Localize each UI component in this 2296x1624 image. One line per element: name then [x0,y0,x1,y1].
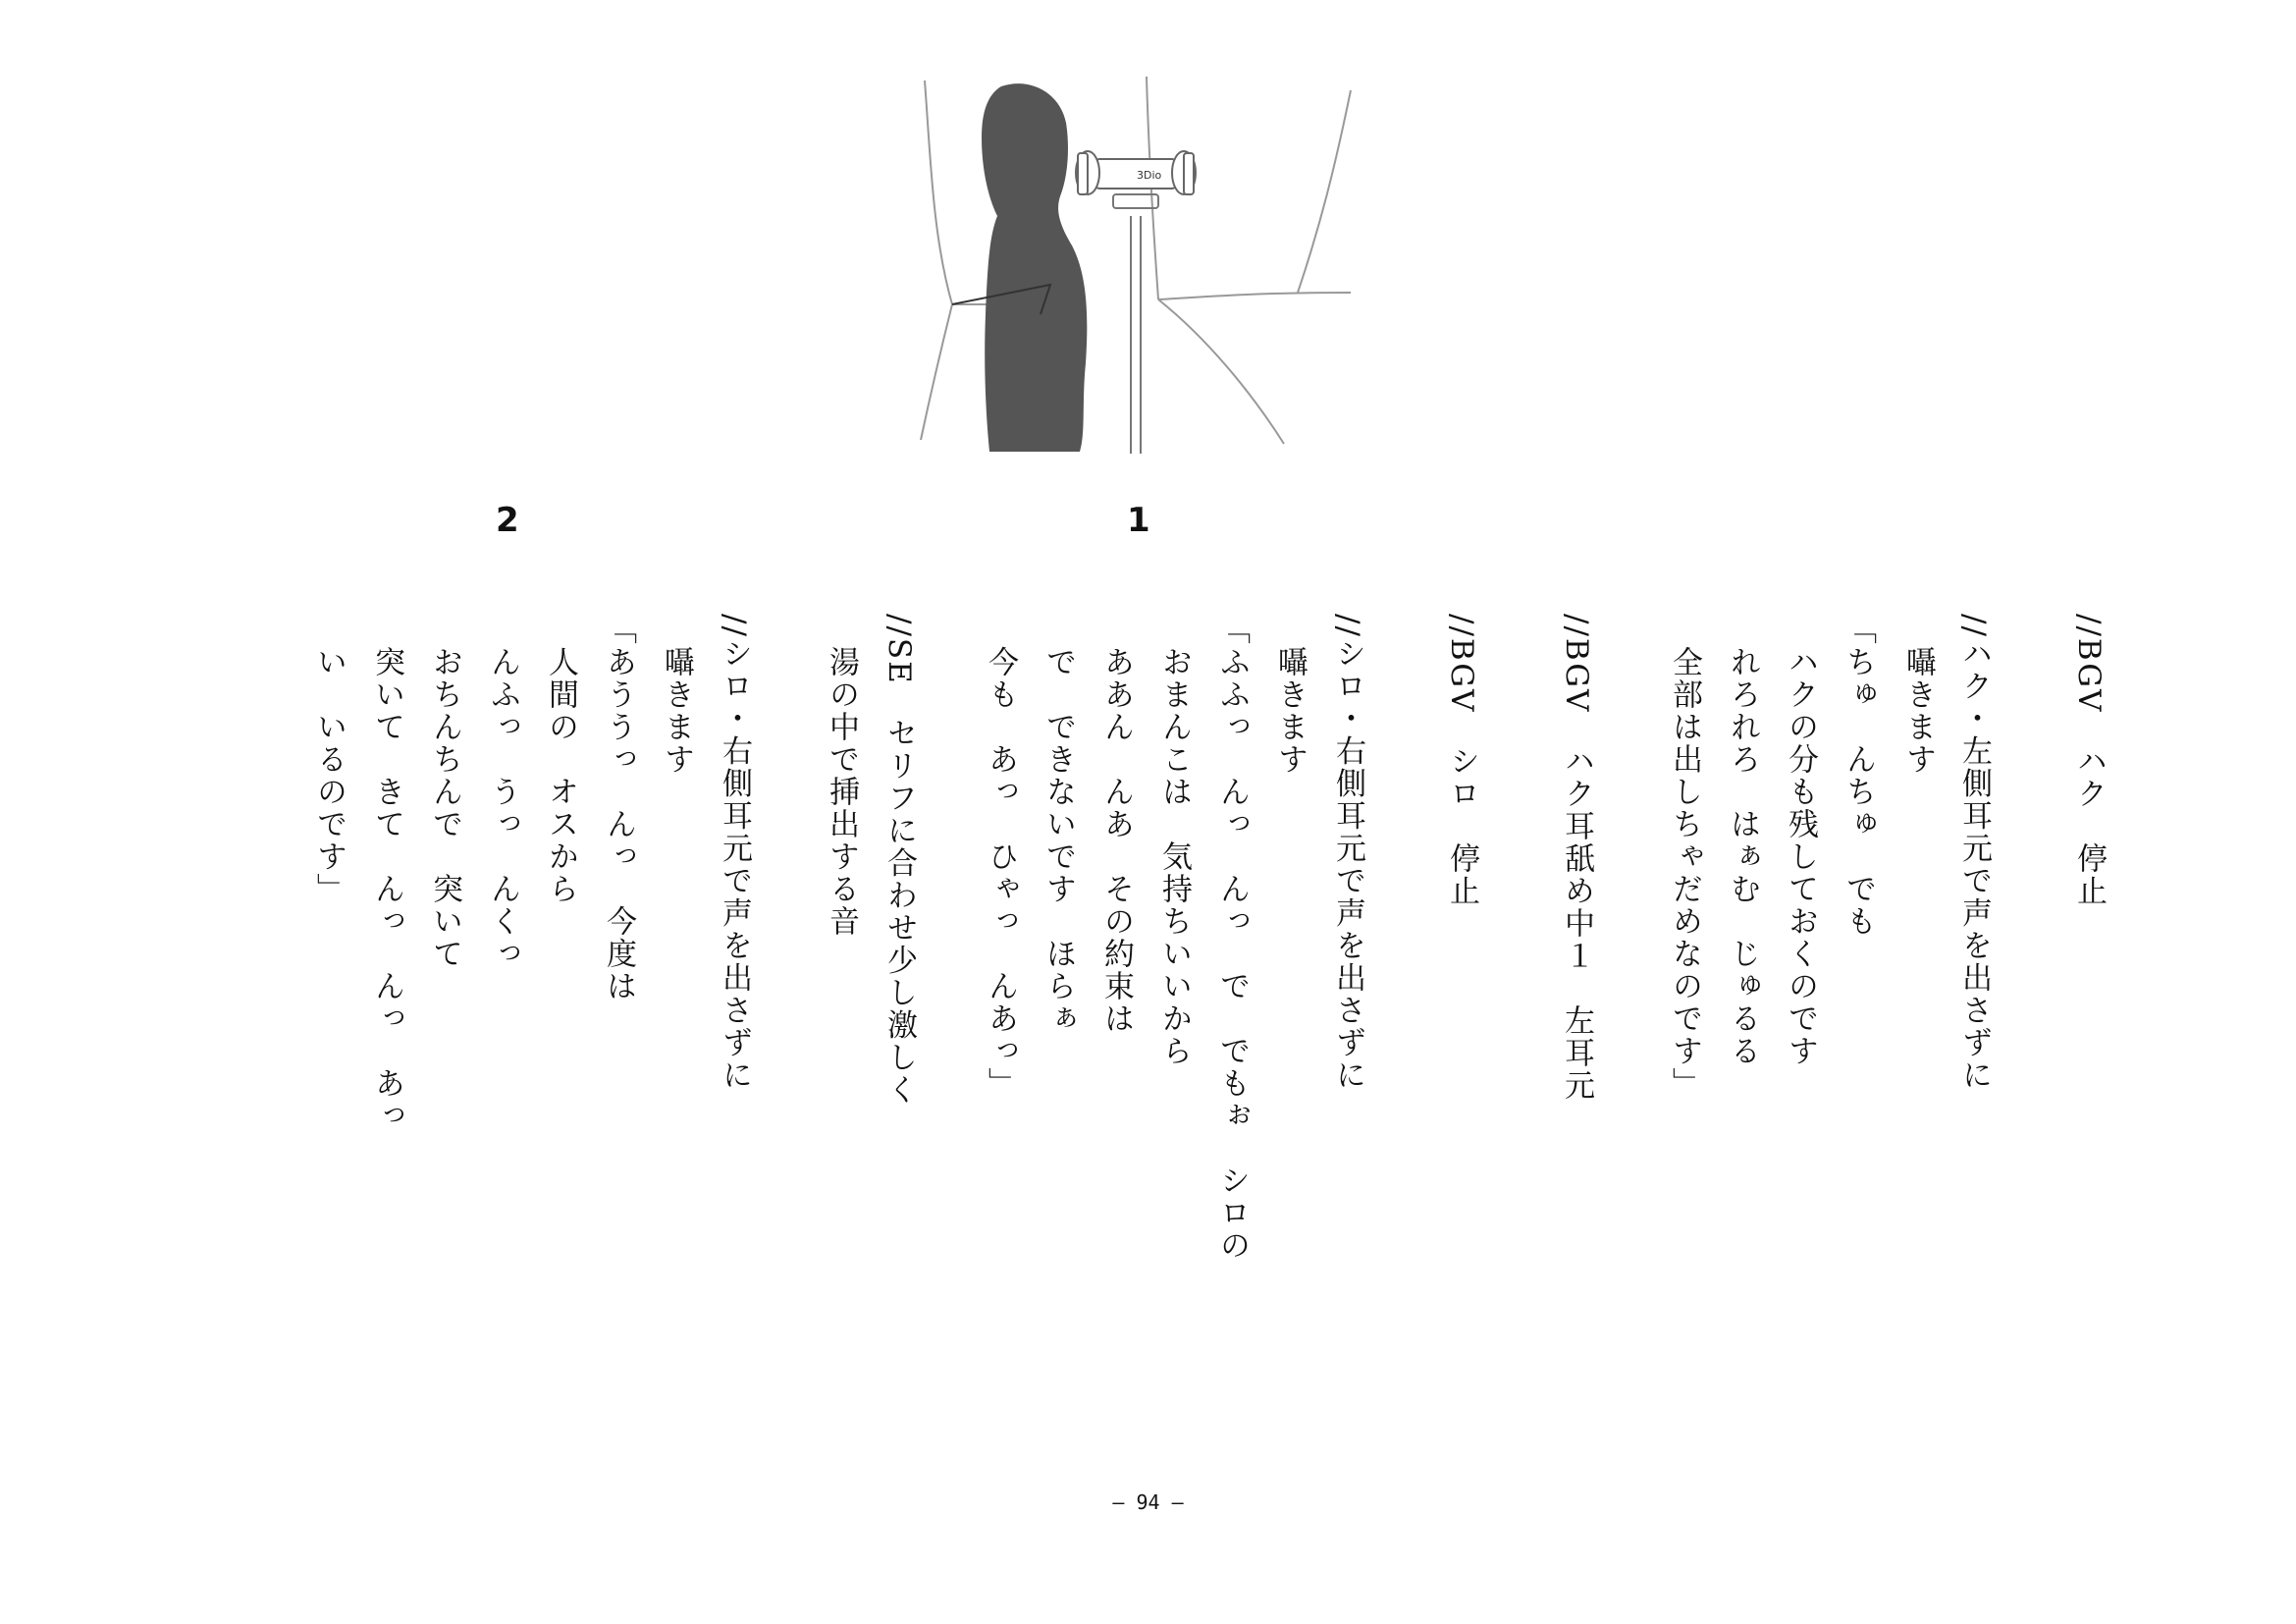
script-line: //BGV シロ 停止 [1444,614,1479,908]
script-line: い いるのです」 [311,614,347,905]
script-line: 今も あっ ひゃっ んあっ」 [983,614,1018,1100]
mic-logo-text: 3Dio [1137,169,1162,182]
script-line: 全部は出しちゃだめなのです」 [1667,614,1702,1100]
section-number-2: 2 [496,501,519,540]
script-line: //シロ・右側耳元で声を出さずに [717,614,752,1092]
page-number: ― 94 ― [1112,1490,1184,1514]
silhouette-figure [982,83,1087,452]
script-line: 湯の中で挿出する音 [824,614,859,938]
script-line: //SE セリフに合わせ少し激しく [881,614,917,1107]
section-number-1: 1 [1127,501,1150,540]
script-line: ハクの分も残しておくのです [1783,614,1818,1067]
script-line: //BGV ハク 停止 [2071,614,2107,908]
script-line: 突いて きて んっ んっ あっ [369,614,404,1132]
illustration-binaural-recording [913,69,1364,457]
script-line: 「ちゅ んちゅ でも [1841,614,1876,938]
script-line: れろれろ はぁむ じゅるる [1725,614,1760,1067]
script-line: 「あううっ んっ 今度は [601,614,636,1002]
script-line: 囁きます [659,614,694,776]
script-line: //ハク・左側耳元で声を出さずに [1956,614,1992,1092]
script-line: んふっ うっ んくっ [485,614,520,970]
script-line: 囁きます [1900,614,1936,776]
script-line: //シロ・右側耳元で声を出さずに [1330,614,1365,1092]
script-line: 「ふふっ んっ んっ で でもぉ シロの [1214,614,1250,1262]
script-line: //BGV ハク耳舐め中１ 左耳元 [1559,614,1594,1103]
script-line: おちんちんで 突いて [427,614,462,970]
script-line: 人間の オスから [543,614,578,905]
script-line: で できないです ほらぁ [1041,614,1076,1035]
script-line: ああん んあ その約束は [1098,614,1134,1035]
script-line: おまんこは 気持ちいいから [1156,614,1192,1067]
script-line: 囁きます [1272,614,1308,776]
